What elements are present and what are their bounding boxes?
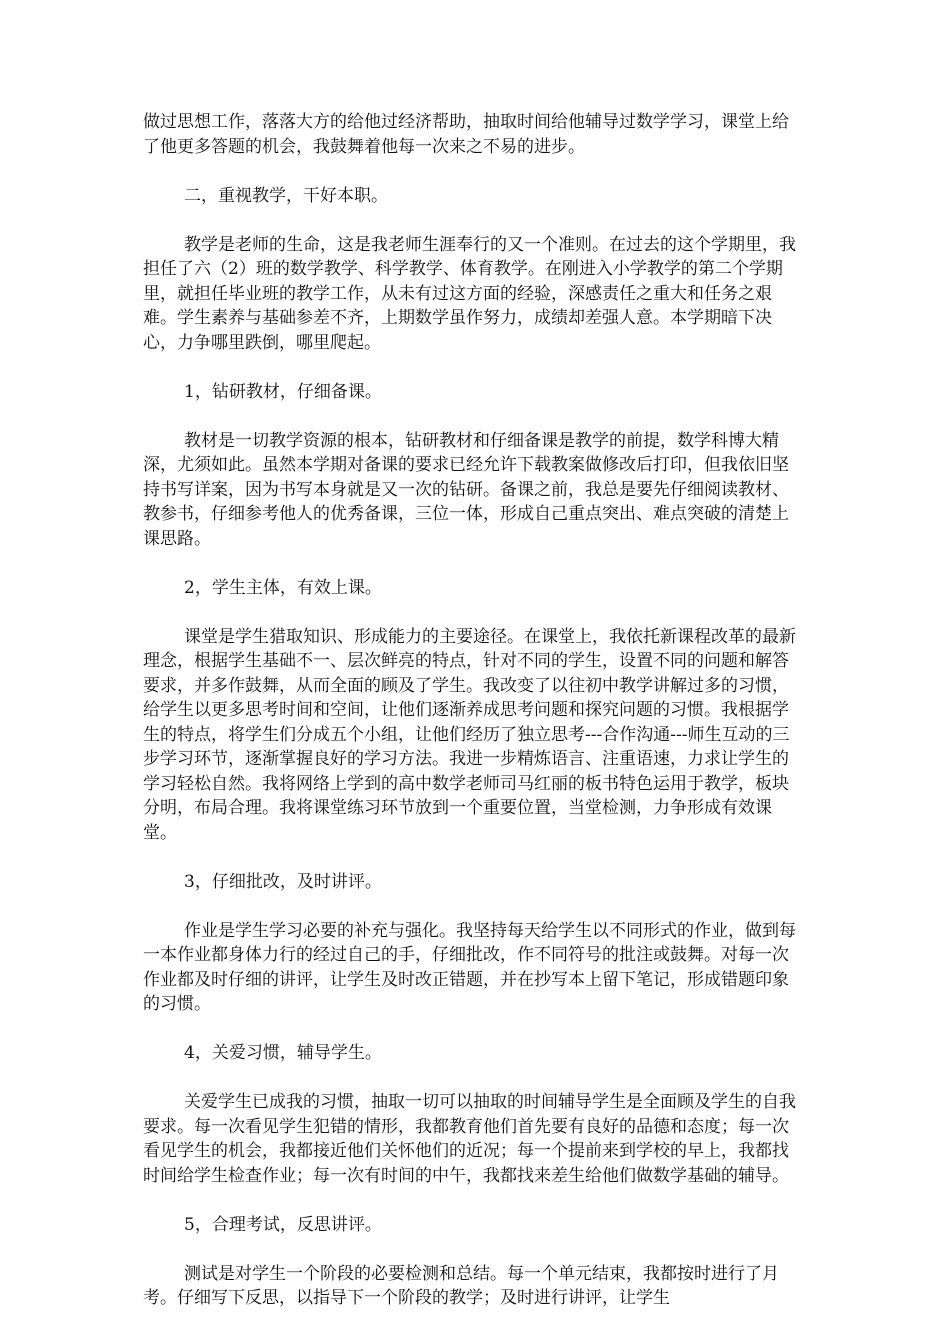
paragraph-testing: 测试是对学生一个阶段的必要检测和总结。每一个单元结束，我都按时进行了月考。仔细写下反思，以指导下一个阶段的教学；及时进行讲评，让学生	[143, 1263, 779, 1308]
subheading-5: 5，合理考试，反思讲评。	[184, 1214, 382, 1235]
paragraph-teaching: 教学是老师的生命，这是我老师生涯奉行的又一个准则。在过去的这个学期里，我担任了六（2）班的数学教学、科学教学、体育教学。在刚进入小学教学的第二个学期里，就担任毕业班的教学工作，从未有过这方面的经验，深感责任之重大和任务之艰难。学生素养与基础参差不齐，上期数学虽作努力，成绩却差强人意。本学期暗下决心，力争哪里跌倒，哪里爬起。	[143, 234, 796, 353]
paragraph-classroom: 课堂是学生猎取知识、形成能力的主要途径。在课堂上，我依托新课程改革的最新理念，根据学生基础不一、层次鲜亮的特点，针对不同的学生，设置不同的问题和解答要求，并多作鼓舞，从而全面的顾及了学生。我改变了以往初中教学讲解过多的习惯，给学生以更多思考时间和空间，让他们逐渐养成思考问题和探究问题的习惯。我根据学生的特点，将学生们分成五个小组，让他们经历了独立思考---合作沟通---师生互动的三步学习环节，逐渐掌握良好的学习方法。我进一步精炼语言、注重语速，力求让学生的学习轻松自然。我将网络上学到的高中数学老师司马红丽的板书特色运用于教学，板块分明，布局合理。我将课堂练习环节放到一个重要位置，当堂检测，力争形成有效课堂。	[143, 626, 796, 843]
subheading-1: 1，钻研教材，仔细备课。	[184, 381, 382, 402]
subheading-3: 3，仔细批改，及时讲评。	[184, 871, 382, 892]
paragraph-continuation: 做过思想工作，落落大方的给他过经济帮助，抽取时间给他辅导过数学学习，课堂上给了他更多答题的机会，我鼓舞着他每一次来之不易的进步。	[143, 112, 789, 157]
document-body	[143, 110, 803, 1335]
paragraph-care: 关爱学生已成我的习惯，抽取一切可以抽取的时间辅导学生是全面顾及学生的自我要求。每一次看见学生犯错的情形，我都教育他们首先要有良好的品德和态度；每一次看见学生的机会，我都接近他们关怀他们的近况；每一个提前来到学校的早上，我都找时间给学生检查作业；每一次有时间的中午，我都找来差生给他们做数学基础的辅导。	[143, 1092, 796, 1186]
subheading-2: 2，学生主体，有效上课。	[184, 577, 382, 598]
section-heading-teaching: 二，重视教学，干好本职。	[184, 185, 388, 206]
paragraph-lesson-prep: 教材是一切教学资源的根本，钻研教材和仔细备课是教学的前提，数学科博大精深，尤须如此。虽然本学期对备课的要求已经允许下载教案做修改后打印，但我依旧坚持书写详案，因为书写本身就是又一次的钻研。备课之前，我总是要先仔细阅读教材、教参书，仔细参考他人的优秀备课，三位一体，形成自己重点突出、难点突破的清楚上课思路。	[143, 430, 789, 549]
paragraph-homework: 作业是学生学习必要的补充与强化。我坚持每天给学生以不同形式的作业，做到每一本作业都身体力行的经过自己的手，仔细批改，作不同符号的批注或鼓舞。对每一次作业都及时仔细的讲评，让学生及时改正错题，并在抄写本上留下笔记，形成错题印象的习惯。	[143, 920, 796, 1014]
subheading-4: 4，关爱习惯，辅导学生。	[184, 1043, 382, 1063]
